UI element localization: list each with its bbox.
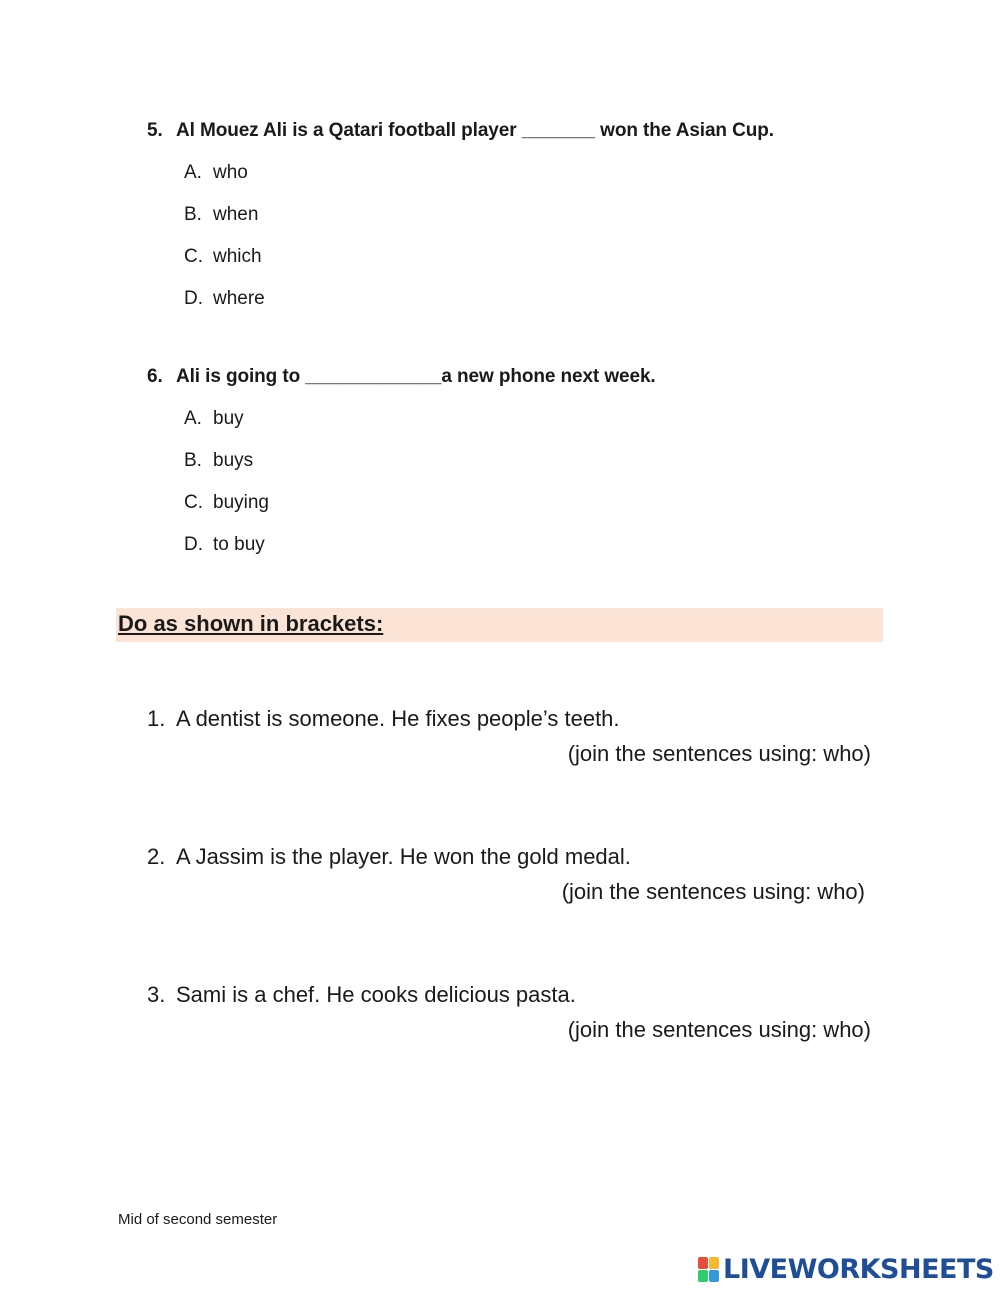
- question-6: [147, 366, 656, 388]
- option-letter: A.: [184, 162, 202, 183]
- option-text: which: [213, 246, 262, 267]
- task-text: A dentist is someone. He fixes people’s teeth.: [176, 706, 620, 731]
- brand-block: [709, 1257, 719, 1269]
- option-letter: B.: [184, 450, 202, 471]
- brand-block: [698, 1270, 708, 1282]
- option-5c[interactable]: [184, 246, 262, 268]
- option-text: who: [213, 162, 248, 183]
- brand-name: LIVEWORKSHEETS: [723, 1254, 994, 1285]
- option-5b[interactable]: [184, 204, 258, 226]
- task-text: A Jassim is the player. He won the gold medal.: [176, 844, 631, 869]
- brand-blocks-icon: [698, 1257, 720, 1283]
- option-letter: A.: [184, 408, 202, 429]
- task-3-hint: (join the sentences using: who): [567, 1017, 871, 1042]
- footer-text: Mid of second semester: [118, 1211, 278, 1228]
- task-number: 2.: [147, 844, 166, 869]
- question-number: 6.: [147, 366, 163, 387]
- option-5d[interactable]: [184, 288, 265, 310]
- task-text: Sami is a chef. He cooks delicious pasta.: [176, 982, 576, 1007]
- question-5: [147, 120, 774, 142]
- option-text: buying: [213, 492, 269, 513]
- option-text: buys: [213, 450, 254, 471]
- brand-block: [698, 1257, 708, 1269]
- task-number: 1.: [147, 706, 166, 731]
- option-6d[interactable]: [184, 534, 265, 556]
- option-text: when: [213, 204, 259, 225]
- option-letter: D.: [184, 288, 203, 309]
- option-6a[interactable]: [184, 408, 244, 430]
- option-6c[interactable]: [184, 492, 269, 514]
- section-title: Do as shown in brackets:: [118, 611, 384, 636]
- task-1-hint: (join the sentences using: who): [567, 741, 871, 766]
- option-letter: B.: [184, 204, 202, 225]
- option-letter: C.: [184, 492, 203, 513]
- question-text: Ali is going to _____________a new phone next week.: [176, 366, 656, 387]
- question-number: 5.: [147, 120, 163, 141]
- question-text: Al Mouez Ali is a Qatari football player _______ won the Asian Cup.: [176, 120, 774, 141]
- task-2-hint: (join the sentences using: who): [561, 879, 865, 904]
- option-letter: C.: [184, 246, 203, 267]
- brand-block: [709, 1270, 719, 1282]
- task-3: [147, 982, 576, 1008]
- option-letter: D.: [184, 534, 203, 555]
- option-6b[interactable]: [184, 450, 253, 472]
- task-number: 3.: [147, 982, 166, 1007]
- task-1: [147, 706, 620, 732]
- option-text: to buy: [213, 534, 265, 555]
- option-text: where: [213, 288, 265, 309]
- option-text: buy: [213, 408, 244, 429]
- task-2: [147, 844, 631, 870]
- option-5a[interactable]: [184, 162, 248, 184]
- liveworksheets-logo[interactable]: [698, 1254, 994, 1285]
